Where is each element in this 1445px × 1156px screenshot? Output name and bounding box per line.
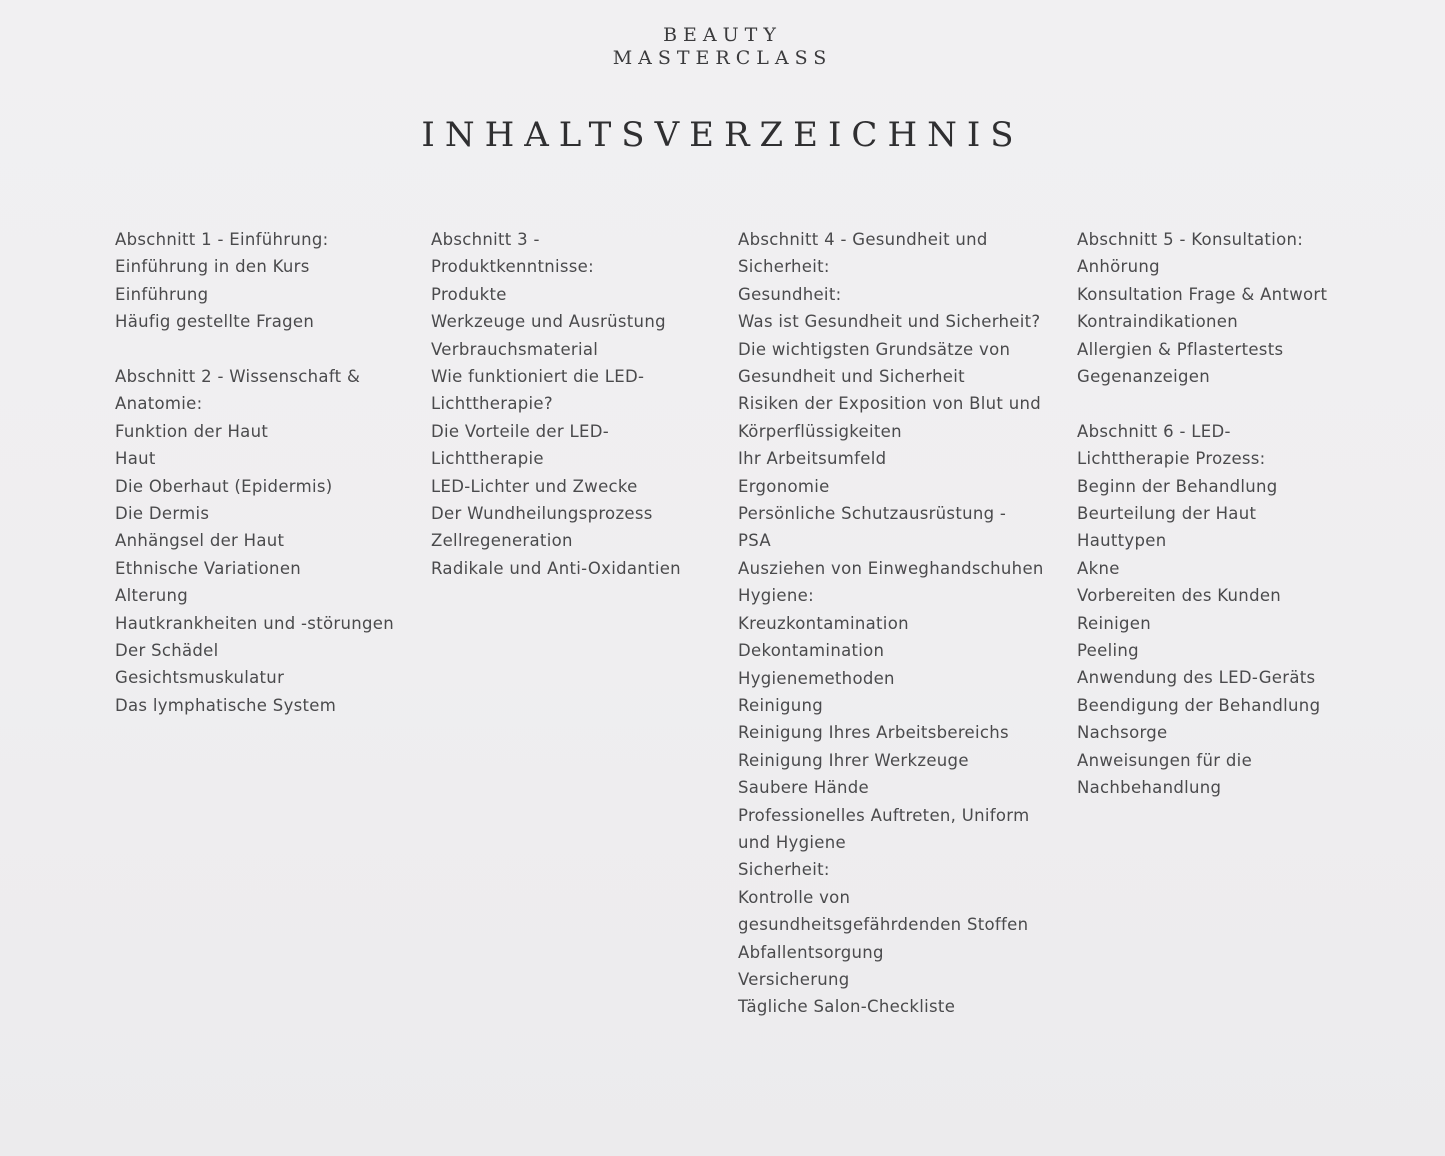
toc-entry: Hauttypen bbox=[1077, 531, 1167, 551]
toc-entry: Produktkenntnisse: bbox=[431, 257, 594, 277]
toc-entry: Saubere Hände bbox=[738, 778, 869, 798]
toc-entry: gesundheitsgefährdenden Stoffen bbox=[738, 915, 1029, 935]
brand-line-2: MASTERCLASS bbox=[612, 47, 833, 69]
toc-entry: Gesundheit: bbox=[738, 284, 842, 304]
toc-entry: Haut bbox=[115, 449, 156, 469]
toc-entry: Wie funktioniert die LED- bbox=[431, 367, 645, 387]
toc-entry: Persönliche Schutzausrüstung - bbox=[738, 504, 1007, 524]
toc-entry: Abschnitt 3 - bbox=[431, 230, 540, 249]
toc-entry: Nachbehandlung bbox=[1077, 778, 1222, 798]
toc-entry: Funktion der Haut bbox=[115, 421, 269, 441]
toc-entry: Hygiene: bbox=[738, 586, 814, 606]
toc-entry: Abschnitt 4 - Gesundheit und bbox=[738, 230, 988, 249]
toc-entry: Abschnitt 1 - Einführung: bbox=[115, 230, 329, 249]
toc-entry: Beginn der Behandlung bbox=[1077, 476, 1278, 496]
toc-entry: Ausziehen von Einweghandschuhen bbox=[738, 558, 1044, 578]
toc-spacer bbox=[1077, 390, 1417, 417]
toc-entry: Reinigung Ihres Arbeitsbereichs bbox=[738, 723, 1009, 743]
toc-entry: LED-Lichter und Zwecke bbox=[431, 476, 638, 496]
toc-entry: Sicherheit: bbox=[738, 860, 830, 880]
toc-entry: Abschnitt 6 - LED- bbox=[1077, 421, 1231, 441]
toc-column-3 bbox=[738, 226, 1058, 1021]
toc-entry: Lichttherapie? bbox=[431, 394, 553, 414]
toc-entry: Radikale und Anti-Oxidantien bbox=[431, 558, 681, 578]
toc-entry: Ergonomie bbox=[738, 476, 830, 496]
toc-entry: Gegenanzeigen bbox=[1077, 367, 1210, 387]
toc-entry: Kontrolle von bbox=[738, 887, 851, 907]
toc-entry: Sicherheit: bbox=[738, 257, 830, 277]
toc-entry: Ethnische Variationen bbox=[115, 558, 302, 578]
toc-entry: Beendigung der Behandlung bbox=[1077, 695, 1321, 715]
toc-entry: Die Oberhaut (Epidermis) bbox=[115, 476, 333, 496]
toc-column-2 bbox=[431, 226, 721, 582]
toc-entry: Hautkrankheiten und -störungen bbox=[115, 613, 394, 633]
toc-entry: Die Dermis bbox=[115, 504, 210, 524]
toc-entry: Lichttherapie bbox=[431, 449, 544, 469]
toc-entry: Gesichtsmuskulatur bbox=[115, 668, 285, 688]
toc-spacer bbox=[115, 336, 415, 363]
toc-entry: Risiken der Exposition von Blut und bbox=[738, 394, 1042, 414]
toc-column-4 bbox=[1077, 226, 1417, 802]
toc-entry: Das lymphatische System bbox=[115, 695, 337, 715]
toc-entry: Der Schädel bbox=[115, 641, 219, 661]
toc-entry: Verbrauchsmaterial bbox=[431, 339, 599, 359]
toc-entry: Einführung bbox=[115, 284, 209, 304]
toc-entry: Produkte bbox=[431, 284, 507, 304]
toc-entry: Alterung bbox=[115, 586, 189, 606]
toc-entry: Vorbereiten des Kunden bbox=[1077, 586, 1282, 606]
toc-entry: Abschnitt 2 - Wissenschaft & bbox=[115, 367, 361, 387]
toc-entry: Reinigung Ihrer Werkzeuge bbox=[738, 750, 969, 770]
toc-entry: Lichttherapie Prozess: bbox=[1077, 449, 1266, 469]
toc-entry: Einführung in den Kurs bbox=[115, 257, 310, 277]
toc-entry: Anwendung des LED-Geräts bbox=[1077, 668, 1316, 688]
toc-entry: Körperflüssigkeiten bbox=[738, 421, 902, 441]
toc-entry: Versicherung bbox=[738, 969, 850, 989]
toc-entry: Anhängsel der Haut bbox=[115, 531, 285, 551]
toc-entry: Was ist Gesundheit und Sicherheit? bbox=[738, 312, 1041, 332]
toc-entry: Gesundheit und Sicherheit bbox=[738, 367, 965, 387]
toc-entry: Kreuzkontamination bbox=[738, 613, 909, 633]
page-title: INHALTSVERZEICHNIS bbox=[421, 115, 1024, 155]
toc-entry: Allergien & Pflastertests bbox=[1077, 339, 1284, 359]
toc-entry: Reinigung bbox=[738, 695, 824, 715]
toc-entry: Der Wundheilungsprozess bbox=[431, 504, 653, 524]
toc-entry: Abschnitt 5 - Konsultation: bbox=[1077, 230, 1304, 249]
toc-entry: Kontraindikationen bbox=[1077, 312, 1239, 332]
toc-entry: PSA bbox=[738, 531, 771, 551]
toc-entry: Nachsorge bbox=[1077, 723, 1168, 743]
toc-entry: Hygienemethoden bbox=[738, 668, 895, 688]
toc-entry: Konsultation Frage & Antwort bbox=[1077, 284, 1328, 304]
toc-entry: Häufig gestellte Fragen bbox=[115, 312, 315, 332]
toc-entry: Anweisungen für die bbox=[1077, 750, 1253, 770]
brand-logo bbox=[0, 24, 1445, 70]
toc-entry: und Hygiene bbox=[738, 832, 846, 852]
toc-entry: Professionelles Auftreten, Uniform bbox=[738, 805, 1030, 825]
toc-column-1 bbox=[115, 226, 415, 719]
toc-entry: Dekontamination bbox=[738, 641, 885, 661]
toc-entry: Die Vorteile der LED- bbox=[431, 421, 609, 441]
toc-entry: Akne bbox=[1077, 558, 1120, 578]
toc-entry: Reinigen bbox=[1077, 613, 1151, 633]
toc-entry: Anatomie: bbox=[115, 394, 203, 414]
brand-line-1: BEAUTY bbox=[663, 24, 782, 46]
toc-entry: Tägliche Salon-Checkliste bbox=[738, 997, 956, 1017]
toc-entry: Abfallentsorgung bbox=[738, 942, 884, 962]
toc-entry: Anhörung bbox=[1077, 257, 1160, 277]
toc-entry: Zellregeneration bbox=[431, 531, 573, 551]
toc-entry: Ihr Arbeitsumfeld bbox=[738, 449, 887, 469]
toc-entry: Beurteilung der Haut bbox=[1077, 504, 1257, 524]
toc-entry: Die wichtigsten Grundsätze von bbox=[738, 339, 1011, 359]
toc-entry: Peeling bbox=[1077, 641, 1139, 661]
toc-entry: Werkzeuge und Ausrüstung bbox=[431, 312, 666, 332]
